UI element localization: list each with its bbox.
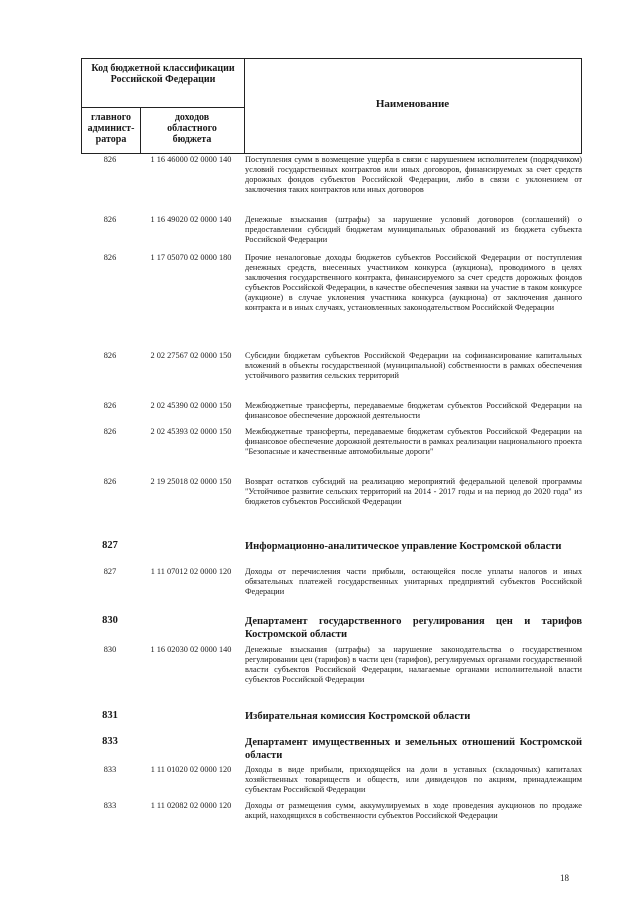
budget-code: 1 11 07012 02 0000 120 <box>150 567 232 576</box>
section-title: Информационно-аналитическое управление Костромской области <box>245 541 562 552</box>
admin-code: 831 <box>102 710 118 721</box>
budget-code: 1 16 49020 02 0000 140 <box>150 215 232 224</box>
budget-code: 2 19 25018 02 0000 150 <box>150 477 232 486</box>
admin-code: 827 <box>102 540 118 551</box>
income-name: Денежные взыскания (штрафы) за нарушение условий договоров (соглашений) о предоставлении субсидий бюджетам муниципальных образований из бюджета субъекта Российской Федерации <box>245 215 582 244</box>
admin-code: 833 <box>103 801 117 810</box>
income-name: Доходы от перечисления части прибыли, остающейся после уплаты налогов и иных обязательных платежей государственных унитарных предприятий субъектов Российской Федерации <box>245 567 582 596</box>
section-title: Избирательная комиссия Костромской области <box>245 711 471 722</box>
budget-code-group-header: Код бюджетной классификации Российской Федерации <box>91 63 235 85</box>
admin-code: 826 <box>103 253 117 262</box>
table-header <box>81 58 582 154</box>
admin-code: 833 <box>102 736 118 747</box>
income-name: Доходы в виде прибыли, приходящейся на доли в уставных (складочных) капиталах хозяйственных товариществ и обществ, или дивидендов по акциям, принадлежащим субъектам Российской Федерации <box>245 765 582 794</box>
budget-code: 1 11 01020 02 0000 120 <box>150 765 232 774</box>
admin-code: 830 <box>102 615 118 626</box>
section-title: Департамент имущественных и земельных отношений Костромской области <box>245 737 582 761</box>
budget-code: 1 16 46000 02 0000 140 <box>150 155 232 164</box>
budget-code: 2 02 45390 02 0000 150 <box>150 401 232 410</box>
budget-code: 1 11 02082 02 0000 120 <box>150 801 232 810</box>
admin-column-header: главного админист-ратора <box>87 112 135 145</box>
income-column-header: доходов областного бюджета <box>167 112 217 145</box>
admin-code: 827 <box>103 567 117 576</box>
budget-code: 1 17 05070 02 0000 180 <box>150 253 232 262</box>
admin-code: 826 <box>103 351 117 360</box>
income-name: Межбюджетные трансферты, передаваемые бюджетам субъектов Российской Федерации на финансовое обеспечение дорожной деятельности <box>245 401 582 420</box>
budget-code: 2 02 45393 02 0000 150 <box>150 427 232 436</box>
page-number: 18 <box>560 873 569 883</box>
budget-code: 1 16 02030 02 0000 140 <box>150 645 232 654</box>
section-title: Департамент государственного регулирования цен и тарифов Костромской области <box>245 616 582 640</box>
income-name: Доходы от размещения сумм, аккумулируемых в ходе проведения аукционов по продаже акций, находящихся в собственности субъектов Российской Федерации <box>245 801 582 820</box>
admin-code: 826 <box>103 427 117 436</box>
name-column-header: Наименование <box>375 98 450 110</box>
income-name: Возврат остатков субсидий на реализацию мероприятий федеральной целевой программы "Устойчивое развитие сельских территорий на 2014 - 2017 годы и на период до 2020 года" из бюджетов субъектов Российской Федерации <box>245 477 582 506</box>
budget-code: 2 02 27567 02 0000 150 <box>150 351 232 360</box>
income-name: Денежные взыскания (штрафы) за нарушение законодательства о государственном регулировании цен (тарифов) в части цен (тарифов), регулируемых органами государственной власти субъектов Российской Федерации, налагаемые органами исполнительной власти субъектов Российской Федерации <box>245 645 582 684</box>
income-name: Поступления сумм в возмещение ущерба в связи с нарушением исполнителем (подрядчиком) условий государственных контрактов или иных договоров, финансируемых за счет средств дорожных фондов субъектов Российской Федерации, либо в связи с уклонением от заключения таких контрактов или иных договоров <box>245 155 582 194</box>
income-name: Прочие неналоговые доходы бюджетов субъектов Российской Федерации от поступления денежных средств, внесенных участником конкурса (аукциона), проводимого в целях заключения государственного контракта, финансируемого за счет средств дорожных фондов субъектов Российской Федерации, в качестве обеспечения заявки на участие в таком конкурсе (аукционе) в случае уклонения участника конкурса (аукциона) от заключения данного контракта и в иных случаях, установленных законодательством Российской Федерации <box>245 253 582 312</box>
admin-code: 833 <box>103 765 117 774</box>
admin-code: 826 <box>103 215 117 224</box>
income-name: Межбюджетные трансферты, передаваемые бюджетам субъектов Российской Федерации на финансовое обеспечение дорожной деятельности в рамках реализации национального проекта "Безопасные и качественные автомобильные дороги" <box>245 427 582 456</box>
admin-code: 826 <box>103 401 117 410</box>
admin-code: 826 <box>103 477 117 486</box>
admin-code: 830 <box>103 645 117 654</box>
admin-code: 826 <box>103 155 117 164</box>
income-name: Субсидии бюджетам субъектов Российской Федерации на софинансирование капитальных вложений в объекты государственной (муниципальной) собственности в рамках обеспечения устойчивого развития сельских территорий <box>245 351 582 380</box>
